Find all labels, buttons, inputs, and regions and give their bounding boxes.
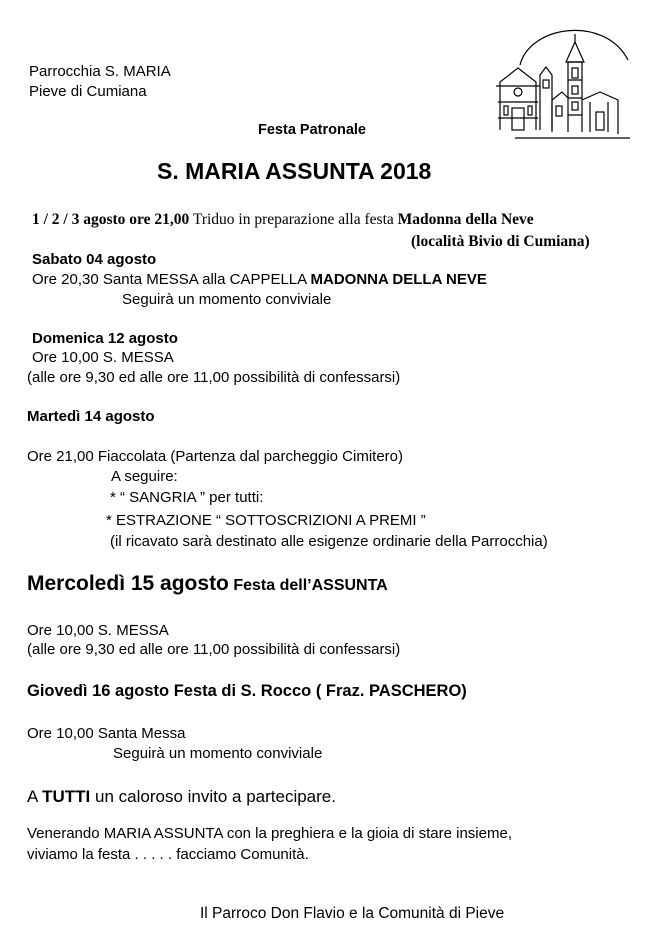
mercoledi-feast: Festa dell’ASSUNTA: [228, 577, 388, 594]
martedi-line-5: (il ricavato sarà destinato alle esigenze ordinarie della Parrocchia): [110, 533, 548, 550]
triduo-dates: 1 / 2 / 3 agosto ore: [32, 211, 155, 228]
page-title: S. MARIA ASSUNTA 2018: [157, 158, 432, 184]
mercoledi-heading: [27, 572, 388, 596]
triduo-text: Triduo in preparazione alla festa: [189, 211, 398, 228]
triduo-line: [32, 211, 534, 229]
parish-name: Parrocchia S. MARIA: [29, 63, 171, 80]
giovedi-line-1: Ore 10,00 Santa Messa: [27, 725, 186, 742]
sabato-mass-text: Ore 20,30 Santa MESSA alla CAPPELLA: [32, 271, 311, 288]
signature: Il Parroco Don Flavio e la Comunità di Pieve: [200, 905, 505, 922]
giovedi-heading: Giovedì 16 agosto Festa di S. Rocco ( Fraz. PASCHERO): [27, 682, 467, 700]
mercoledi-date: Mercoledì 15 agosto: [27, 572, 229, 595]
closing-line-1: Venerando MARIA ASSUNTA con la preghiera e la gioia di stare insieme,: [27, 825, 512, 842]
invito-suffix: un caloroso invito a partecipare.: [90, 787, 336, 806]
domenica-line-2: (alle ore 9,30 ed alle ore 11,00 possibilità di confessarsi): [27, 369, 401, 386]
sabato-line-1: [32, 271, 487, 288]
triduo-location: (località Bivio di Cumiana): [411, 233, 590, 250]
invito-line: [27, 787, 336, 807]
martedi-heading: Martedì 14 agosto: [27, 408, 155, 425]
triduo-madonna: Madonna della Neve: [397, 211, 534, 228]
martedi-line-3: * “ SANGRIA ” per tutti:: [110, 489, 264, 506]
parish-location: Pieve di Cumiana: [29, 83, 147, 100]
closing-line-2: viviamo la festa . . . . . facciamo Comunità.: [27, 846, 309, 863]
martedi-line-2: A seguire:: [111, 468, 178, 485]
sabato-line-2: Seguirà un momento conviviale: [122, 291, 332, 308]
sabato-chapel-name: MADONNA DELLA NEVE: [310, 271, 487, 288]
invito-prefix: A: [27, 787, 43, 806]
triduo-time: 21,00: [154, 211, 190, 228]
sabato-heading: Sabato 04 agosto: [32, 251, 157, 268]
domenica-line-1: Ore 10,00 S. MESSA: [32, 349, 174, 366]
church-illustration: [490, 20, 635, 150]
invito-tutti: TUTTI: [42, 787, 91, 806]
mercoledi-line-1: Ore 10,00 S. MESSA: [27, 622, 169, 639]
martedi-line-4: * ESTRAZIONE “ SOTTOSCRIZIONI A PREMI ”: [106, 512, 426, 529]
mercoledi-line-2: (alle ore 9,30 ed alle ore 11,00 possibilità di confessarsi): [27, 641, 401, 658]
festa-label: Festa Patronale: [258, 122, 366, 138]
domenica-heading: Domenica 12 agosto: [32, 330, 178, 347]
giovedi-line-2: Seguirà un momento conviviale: [113, 745, 323, 762]
martedi-line-1: Ore 21,00 Fiaccolata (Partenza dal parcheggio Cimitero): [27, 448, 404, 465]
